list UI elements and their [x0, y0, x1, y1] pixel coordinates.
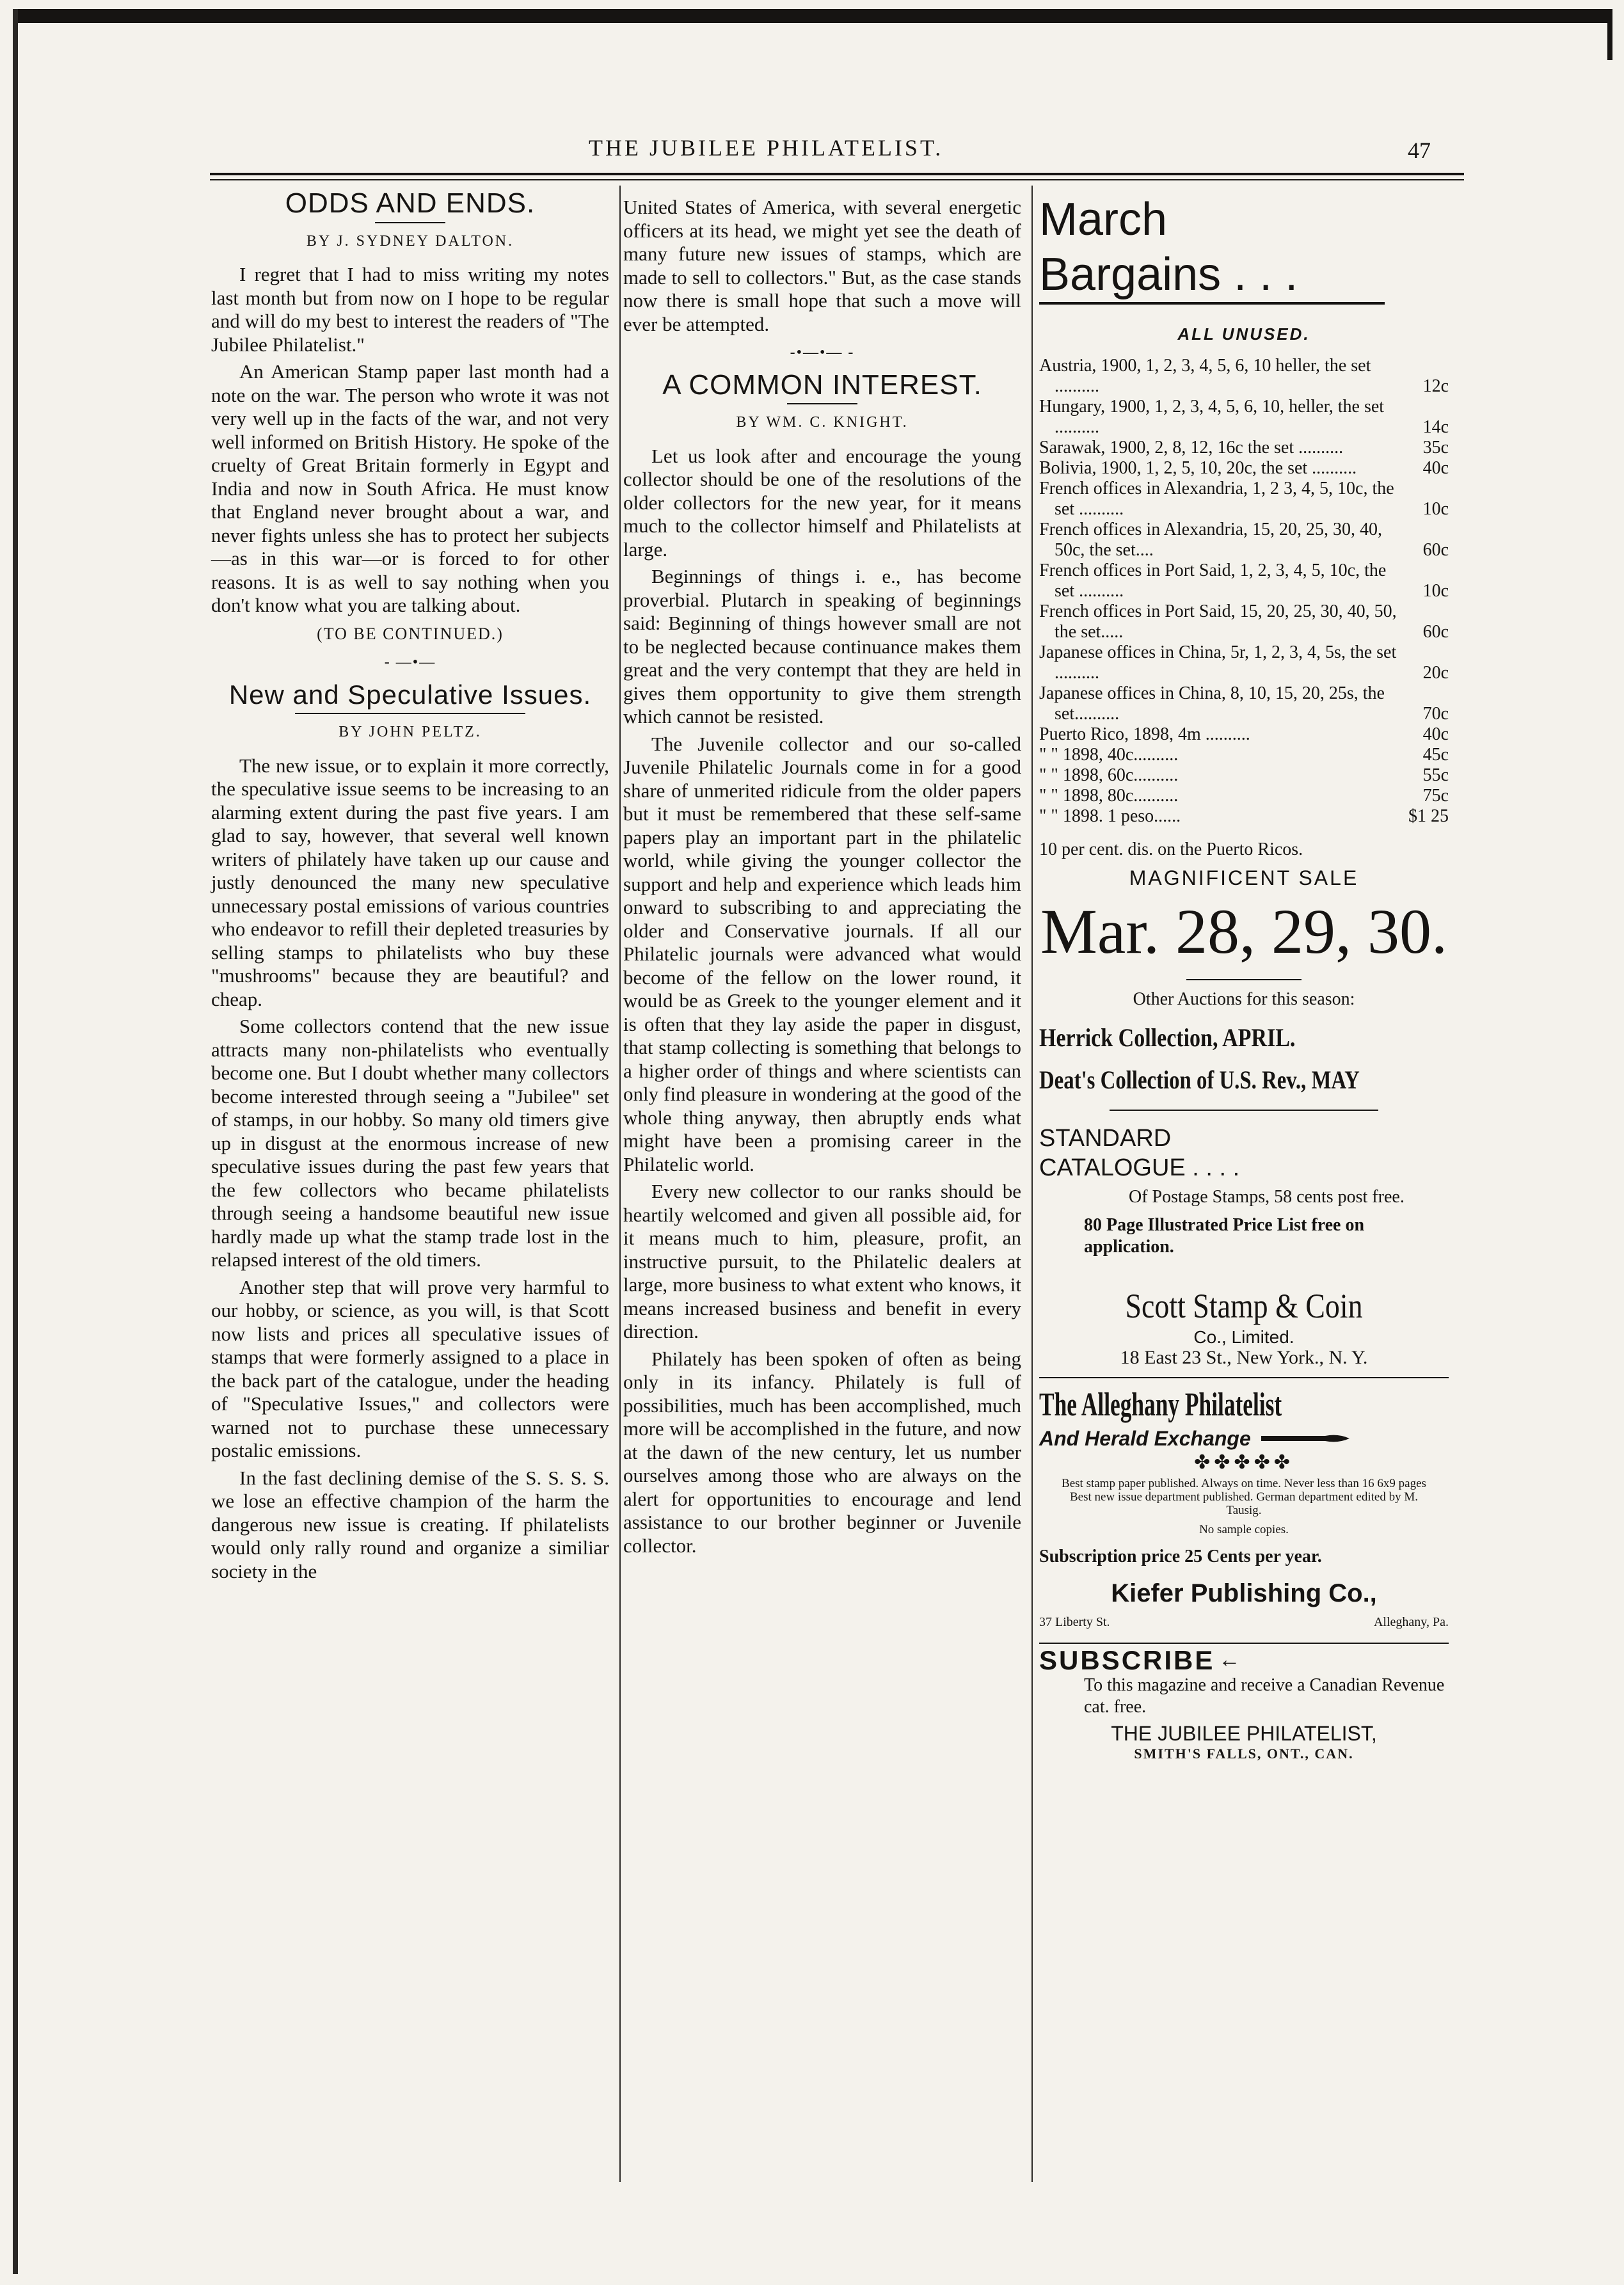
paragraph: An American Stamp paper last month had a note on the war. The person who wrote it was not very well up in the facts of the war, and not very well informed on British History. He spoke of the cruelty of Great Britain formerly in Egypt and India and now in South Africa. He must know that England never brought about a war, and never fights unless she has to protect her subjects—as in this war—or is forced to for other reasons. It is as well to say nothing when you don't know what you are talking about.: [211, 360, 609, 616]
jubilee-address: SMITH'S FALLS, ONT., CAN.: [1134, 1746, 1354, 1762]
article-title-odds-and-ends: ODDS AND ENDS.: [285, 187, 536, 219]
kiefer-address-right: Alleghany, Pa.: [1373, 1615, 1449, 1629]
price-row: " " 1898, 60c.......... 55c: [1039, 765, 1449, 785]
left-border: [13, 9, 18, 2274]
bargains-heading-line2: Bargains . . .: [1039, 249, 1298, 300]
header-rule-thin: [210, 179, 1464, 180]
kiefer-address: [1039, 1612, 1449, 1632]
divider: [1186, 979, 1302, 980]
alleghany-sub-row: [1039, 1428, 1449, 1449]
alleghany-desc: Best stamp paper published. Always on time. Never less than 16 6x9 pages Best new issue department published. German department edited by M. Tausig.: [1062, 1477, 1426, 1517]
divider: [1039, 1643, 1449, 1644]
paragraph: I regret that I had to miss writing my notes last month but from now on I hope to be regular and will do my best to interest the readers of "The Jubilee Philatelist.": [211, 263, 609, 356]
bargains-rule: [1039, 302, 1385, 305]
price-row: French offices in Port Said, 15, 20, 25, 30, 40, 50, the set..... 60c: [1039, 601, 1449, 642]
catalogue-desc2: 80 Page Illustrated Price List free on application.: [1084, 1215, 1365, 1257]
price-row: " " 1898, 80c.......... 75c: [1039, 786, 1449, 806]
divider: [1110, 1110, 1378, 1111]
price-row: Sarawak, 1900, 2, 8, 12, 16c the set .......... 35c: [1039, 438, 1449, 458]
title-rule: [375, 222, 445, 223]
jubilee-name: THE JUBILEE PHILATELIST,: [1111, 1722, 1377, 1745]
catalogue-desc1: Of Postage Stamps, 58 cents post free.: [1129, 1187, 1405, 1207]
paragraph: The new issue, or to explain it more correctly, the speculative issue seems to be increasing to an alarming extent during the past five years. I am glad to say, however, that several well known writers of philately have taken up our cause and justly denounced the many new speculative unnecessary postal emissions of various countries who endeavor to refill their depleted treasuries by selling stamps to philatelists who buy these "mushrooms" because they are beautiful? and cheap.: [211, 754, 609, 1010]
subscription-price: Subscription price 25 Cents per year.: [1039, 1547, 1322, 1566]
paragraph: Let us look after and encourage the young collector should be one of the resolutions of the older collectors for the new year, for it means much to the collector himself and Philatelists at large.: [623, 444, 1021, 561]
price-row: French offices in Alexandria, 15, 20, 25, 30, 40, 50c, the set.... 60c: [1039, 520, 1449, 560]
auction-herrick: Herrick Collection, APRIL.: [1039, 1023, 1296, 1052]
paragraph: Philately has been spoken of often as being only in its infancy. Philately is full of possibilities, much has been accomplished, much more will be accomplished in the future, and now at the dawn of the new century, let us number ourselves among those who are always on the alert for opportunities to encourage and lend assistance to our brother beginner or Juvenile collector.: [623, 1347, 1021, 1557]
divider: [1039, 1377, 1449, 1378]
sale-dates: Mar. 28, 29, 30.: [1040, 896, 1448, 967]
article-title-common-interest: A COMMON INTEREST.: [662, 369, 982, 401]
ornament-stars-icon: ✤✤✤✤✤: [1194, 1452, 1294, 1473]
price-row: " " 1898, 40c.......... 45c: [1039, 745, 1449, 765]
auction-deats: Deat's Collection of U.S. Rev., MAY: [1039, 1065, 1360, 1094]
price-row: " " 1898. 1 peso...... $1 25: [1039, 806, 1449, 826]
title-rule: [295, 713, 525, 714]
other-auctions: Other Auctions for this season:: [1133, 989, 1355, 1009]
column-divider-1: [619, 186, 621, 2182]
price-row: Hungary, 1900, 1, 2, 3, 4, 5, 6, 10, heller, the set .......... 14c: [1039, 397, 1449, 437]
running-title: THE JUBILEE PHILATELIST.: [589, 135, 944, 161]
subscribe-row: [1039, 1645, 1449, 1675]
header-rule: [210, 173, 1464, 175]
bargains-heading-line1: March: [1039, 194, 1168, 245]
alleghany-sub: And Herald Exchange: [1039, 1427, 1251, 1450]
title-rule: [787, 403, 857, 404]
column-divider-2: [1031, 186, 1033, 2182]
scott-sub: Co., Limited.: [1193, 1327, 1294, 1347]
byline-peltz: BY JOHN PELTZ.: [338, 724, 482, 740]
top-border: [13, 9, 1612, 23]
column-2: [623, 196, 1021, 1561]
discount-note: 10 per cent. dis. on the Puerto Ricos.: [1039, 840, 1303, 859]
subscribe-desc: To this magazine and receive a Canadian Revenue cat. free.: [1084, 1675, 1445, 1717]
column-1: [211, 187, 609, 1587]
price-row: French offices in Port Said, 1, 2, 3, 4, 5, 10c, the set .......... 10c: [1039, 561, 1449, 601]
all-unused-subheading: ALL UNUSED.: [1177, 324, 1310, 344]
column-3-ads: [1039, 192, 1449, 1764]
to-be-continued: (TO BE CONTINUED.): [317, 624, 504, 643]
catalogue-line1: STANDARD: [1039, 1125, 1172, 1152]
arrow-left-icon: ←: [1218, 1648, 1241, 1672]
kiefer-name: Kiefer Publishing Co.,: [1111, 1579, 1377, 1607]
byline-knight: BY WM. C. KNIGHT.: [736, 414, 909, 431]
alleghany-title: The Alleghany Philatelist: [1039, 1387, 1282, 1423]
price-row: Austria, 1900, 1, 2, 3, 4, 5, 6, 10 heller, the set .......... 12c: [1039, 356, 1449, 396]
ornament-divider: - —•—: [384, 654, 436, 671]
page-number: 47: [1408, 138, 1431, 163]
price-row: French offices in Alexandria, 1, 2 3, 4, 5, 10c, the set .......... 10c: [1039, 479, 1449, 519]
catalogue-line2: CATALOGUE . . . .: [1039, 1154, 1240, 1181]
price-list: [1039, 356, 1449, 827]
kiefer-address-left: 37 Liberty St.: [1039, 1615, 1110, 1629]
paragraph: The Juvenile collector and our so-called Juvenile Philatelic Journals come in for a good share of unmerited ridicule from the older papers but it must be remembered that these self-same papers play an important part in the philatelic world, while giving the younger collector the support and help and experience which leads him onward to subscribing to and appreciating the older and Conservative journals. If all our Philatelic journals were advanced what would become of the fellow on the lower round, it would be as Greek to the younger element and it is often that they lay aside the paper in disgust, that stamp collecting is something that belongs to a higher order of things and where scientists can only find pleasure in wondering at the good of the whole thing anyway, then abruptly ends what might have been a promising career in the Philatelic world.: [623, 732, 1021, 1175]
paragraph: Another step that will prove very harmful to our hobby, or science, as you will, is that Scott now lists and prices all speculative issues of stamps that were formerly assigned to a place in the back part of the catalogue, under the heading of "Speculative Issues," and collectors were warned not to purchase these unnecessary postalic emissions.: [211, 1275, 609, 1461]
ornament-divider: -•—•— -: [790, 344, 855, 361]
subscribe-heading: SUBSCRIBE: [1039, 1645, 1215, 1675]
paragraph-carry-over: United States of America, with several energetic officers at its head, we might yet see the death of many future new issues of stamps, which are made to sell to collectors." But, as the case stands now there is small hope that such a move will ever be attempted.: [623, 196, 1021, 335]
right-border: [1607, 9, 1612, 60]
article-title-speculative-issues: New and Speculative Issues.: [228, 679, 592, 710]
paragraph: Beginnings of things i. e., has become proverbial. Plutarch in speaking of beginnings said: Beginning of things however small are not to be neglected because continuance makes them great and the very contempt that they are held in gives them opportunity to give them strength which cannot be resisted.: [623, 565, 1021, 728]
paragraph: In the fast declining demise of the S. S. S. S. we lose an effective champion of the harm the dangerous new issue is creating. If philatelists would only rally round and organize a similiar society in the: [211, 1466, 609, 1582]
price-row: Japanese offices in China, 8, 10, 15, 20, 25s, the set.......... 70c: [1039, 683, 1449, 724]
scott-stamp-name: Scott Stamp & Coin: [1125, 1287, 1363, 1325]
byline-dalton: BY J. SYDNEY DALTON.: [306, 232, 514, 250]
price-row: Japanese offices in China, 5r, 1, 2, 3, 4, 5s, the set .......... 20c: [1039, 642, 1449, 683]
paragraph: Every new collector to our ranks should be heartily welcomed and given all possible aid, for it means much to him, pleasure, profit, an instructive pursuit, to the Philatelic dealers at large, more business to what extent who knows, it means increased business and benefit in every direction.: [623, 1180, 1021, 1342]
price-row: Puerto Rico, 1898, 4m .......... 40c: [1039, 724, 1449, 744]
price-row: Bolivia, 1900, 1, 2, 5, 10, 20c, the set .......... 40c: [1039, 458, 1449, 478]
pointing-hand-icon: [1261, 1431, 1351, 1446]
scott-address: 18 East 23 St., New York., N. Y.: [1120, 1347, 1368, 1368]
paragraph: Some collectors contend that the new issue attracts many non-philatelists who eventually become one. But I doubt whether many collectors become interested through seeing a "Jubilee" set of stamps, in our hobby. So many old timers give up in disgust at the enormous increase of new speculative issues during the past few years that the few collectors who became philatelists through seeing a handsome beautiful new issue hardly made up what the stamp trade lost in the relapsed interest of the old timers.: [211, 1015, 609, 1271]
alleghany-note: No sample copies.: [1199, 1523, 1289, 1536]
sale-heading: MAGNIFICENT SALE: [1129, 866, 1359, 889]
